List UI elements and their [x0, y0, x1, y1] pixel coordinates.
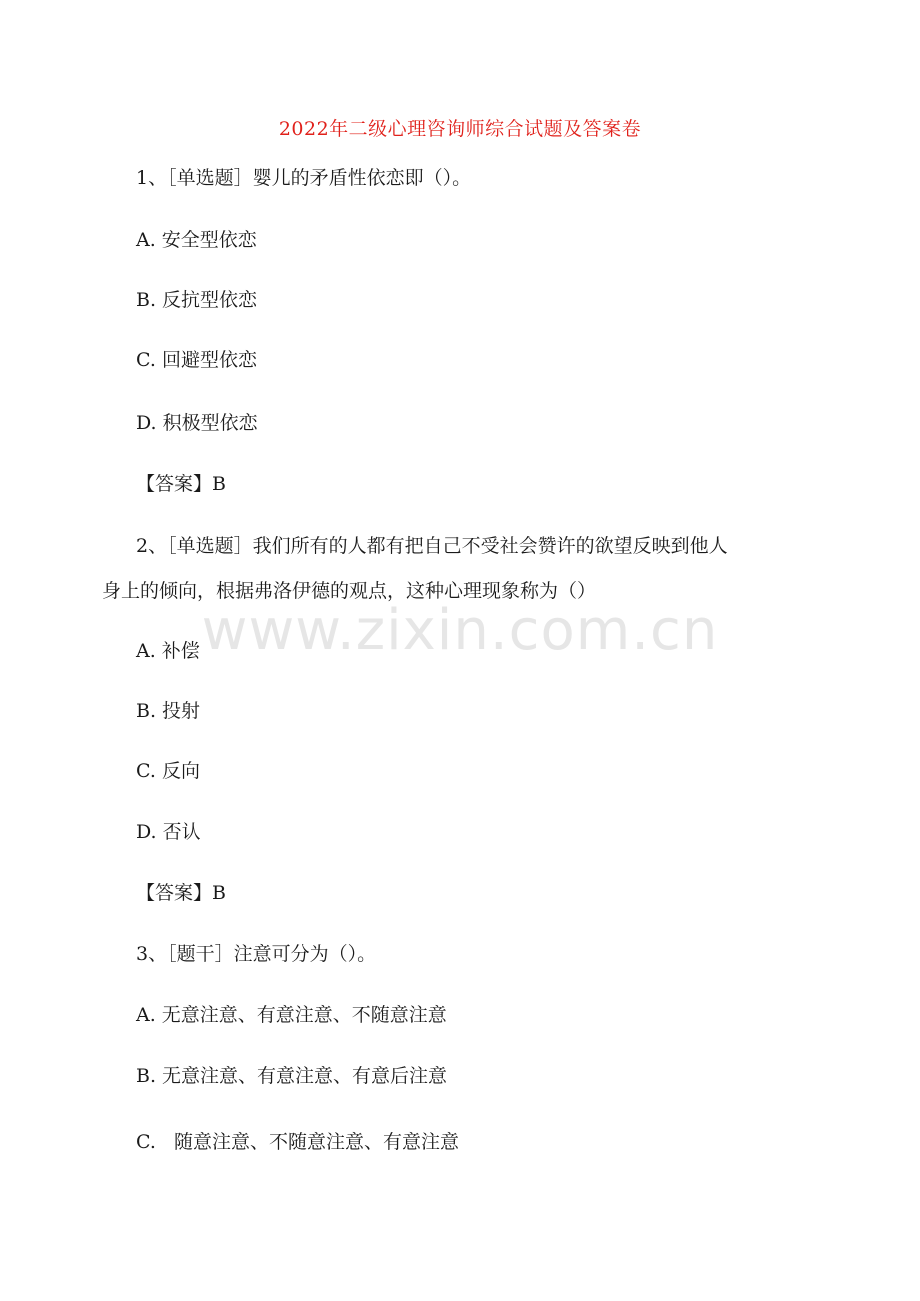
question-2-option-a: A. 补偿 — [136, 640, 200, 662]
question-2-option-c: C. 反向 — [136, 760, 200, 782]
question-3-stem: 3、［题干］注意可分为（）。 — [136, 943, 377, 965]
question-2-stem-line-2: 身上的倾向，根据弗洛伊德的观点，这种心理现象称为（） — [102, 580, 597, 602]
question-2-option-b: B. 投射 — [136, 700, 201, 722]
document-title: 2022年二级心理咨询师综合试题及答案卷 — [278, 118, 642, 140]
question-2-option-d: D. 否认 — [136, 821, 201, 843]
watermark: www.zixin.com.cn — [201, 598, 719, 663]
question-1-option-c: C. 回避型依恋 — [136, 349, 257, 371]
question-1-stem: 1、［单选题］婴儿的矛盾性依恋即（）。 — [136, 167, 472, 189]
question-1-answer: 【答案】B — [136, 473, 226, 495]
question-2-answer: 【答案】B — [136, 882, 226, 904]
question-3-option-a: A. 无意注意、有意注意、不随意注意 — [136, 1004, 447, 1026]
question-3-option-b: B. 无意注意、有意注意、有意后注意 — [136, 1065, 448, 1087]
question-3-option-c: C. 随意注意、不随意注意、有意注意 — [136, 1131, 460, 1153]
question-1-option-d: D. 积极型依恋 — [136, 412, 258, 434]
question-2-stem-line-1: 2、［单选题］我们所有的人都有把自己不受社会赞许的欲望反映到他人 — [136, 535, 728, 557]
question-1-option-a: A. 安全型依恋 — [136, 229, 257, 251]
question-1-option-b: B. 反抗型依恋 — [136, 289, 258, 311]
